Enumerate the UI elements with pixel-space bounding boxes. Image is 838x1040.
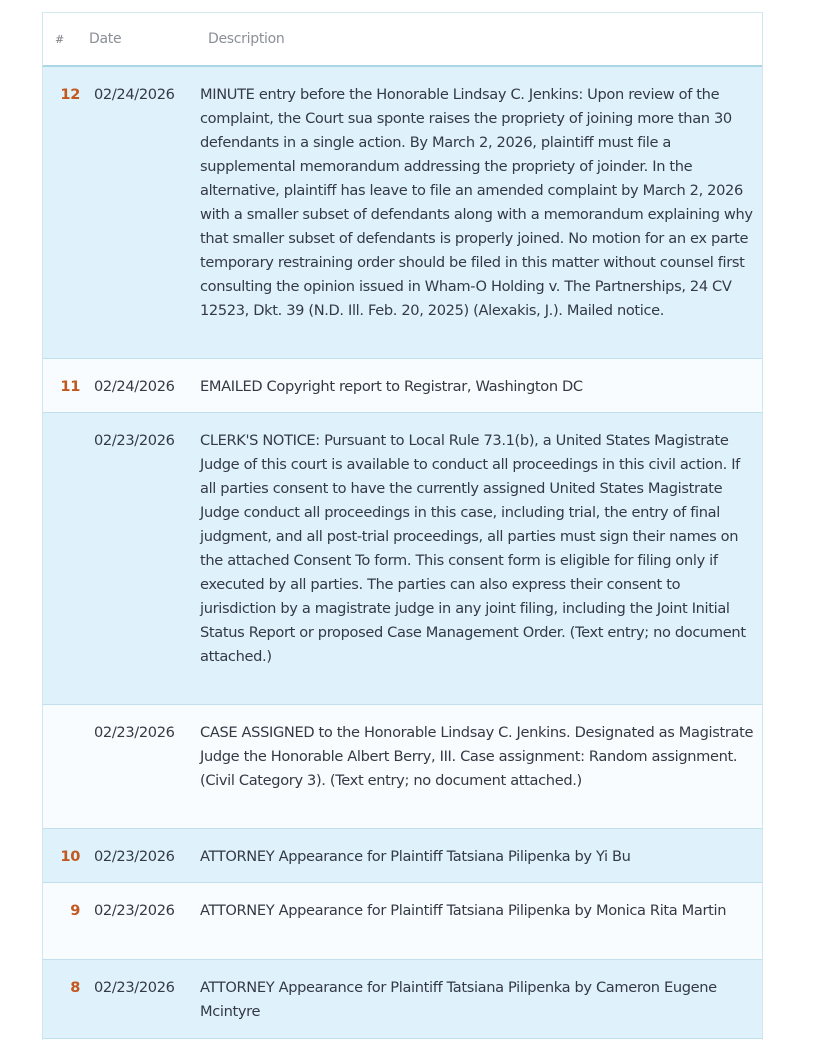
entry-date: 02/23/2026 [94,724,175,741]
entry-date: 02/23/2026 [94,432,175,449]
entry-description: ATTORNEY Appearance for Plaintiff Tatsiana Pilipenka by Yi Bu [200,848,631,865]
table-header [43,12,762,67]
entry-description: CASE ASSIGNED to the Honorable Lindsay C. Jenkins. Designated as Magistrate Judge the Honorable Albert Berry, III. Case assignment: Random assignment. (Civil Category 3). (Text entry; no document attached.) [200,724,754,789]
entry-date: 02/23/2026 [94,848,175,865]
docket-number[interactable]: 12 [60,86,80,103]
header-description[interactable]: Description [208,31,285,47]
docket-number[interactable]: 9 [70,902,80,919]
table-row [43,829,762,883]
table-row [43,359,762,413]
table-row [43,67,762,359]
entry-description: ATTORNEY Appearance for Plaintiff Tatsiana Pilipenka by Monica Rita Martin [200,902,727,919]
header-date[interactable]: Date [89,31,122,47]
table-row [43,883,762,960]
table-row [43,413,762,705]
entry-description: EMAILED Copyright report to Registrar, Washington DC [200,378,583,395]
docket-number[interactable]: 8 [70,979,80,996]
docket-number[interactable]: 10 [60,848,80,865]
entry-description: MINUTE entry before the Honorable Lindsay C. Jenkins: Upon review of the complaint, the Court sua sponte raises the propriety of joining more than 30 defendants in a single action. By March 2, 2026, plaintiff must file a supplemental memorandum addressing the propriety of joinder. In the alternative, plaintiff has leave to file an amended complaint by March 2, 2026 with a smaller subset of defendants along with a memorandum explaining why that smaller subset of defendants is properly joined. No motion for an ex parte temporary restraining order should be filed in this matter without counsel first consulting the opinion issued in Wham-O Holding v. The Partnerships, 24 CV 12523, Dkt. 39 (N.D. Ill. Feb. 20, 2025) (Alexakis, J.). Mailed notice. [200,86,753,319]
entry-date: 02/24/2026 [94,86,175,103]
entry-description: ATTORNEY Appearance for Plaintiff Tatsiana Pilipenka by Cameron Eugene Mcintyre [200,979,717,1020]
docket-table [42,12,763,1040]
entry-date: 02/23/2026 [94,902,175,919]
table-row [43,960,762,1039]
header-number[interactable]: # [55,32,64,46]
entry-date: 02/24/2026 [94,378,175,395]
docket-number[interactable]: 11 [60,378,80,395]
entry-date: 02/23/2026 [94,979,175,996]
entry-description: CLERK'S NOTICE: Pursuant to Local Rule 73.1(b), a United States Magistrate Judge of this court is available to conduct all proceedings in this civil action. If all parties consent to have the currently assigned United States Magistrate Judge conduct all proceedings in this case, including trial, the entry of final judgment, and all post-trial proceedings, all parties must sign their names on the attached Consent To form. This consent form is eligible for filing only if executed by all parties. The parties can also express their consent to jurisdiction by a magistrate judge in any joint filing, including the Joint Initial Status Report or proposed Case Management Order. (Text entry; no document attached.) [200,432,746,665]
table-row [43,705,762,829]
